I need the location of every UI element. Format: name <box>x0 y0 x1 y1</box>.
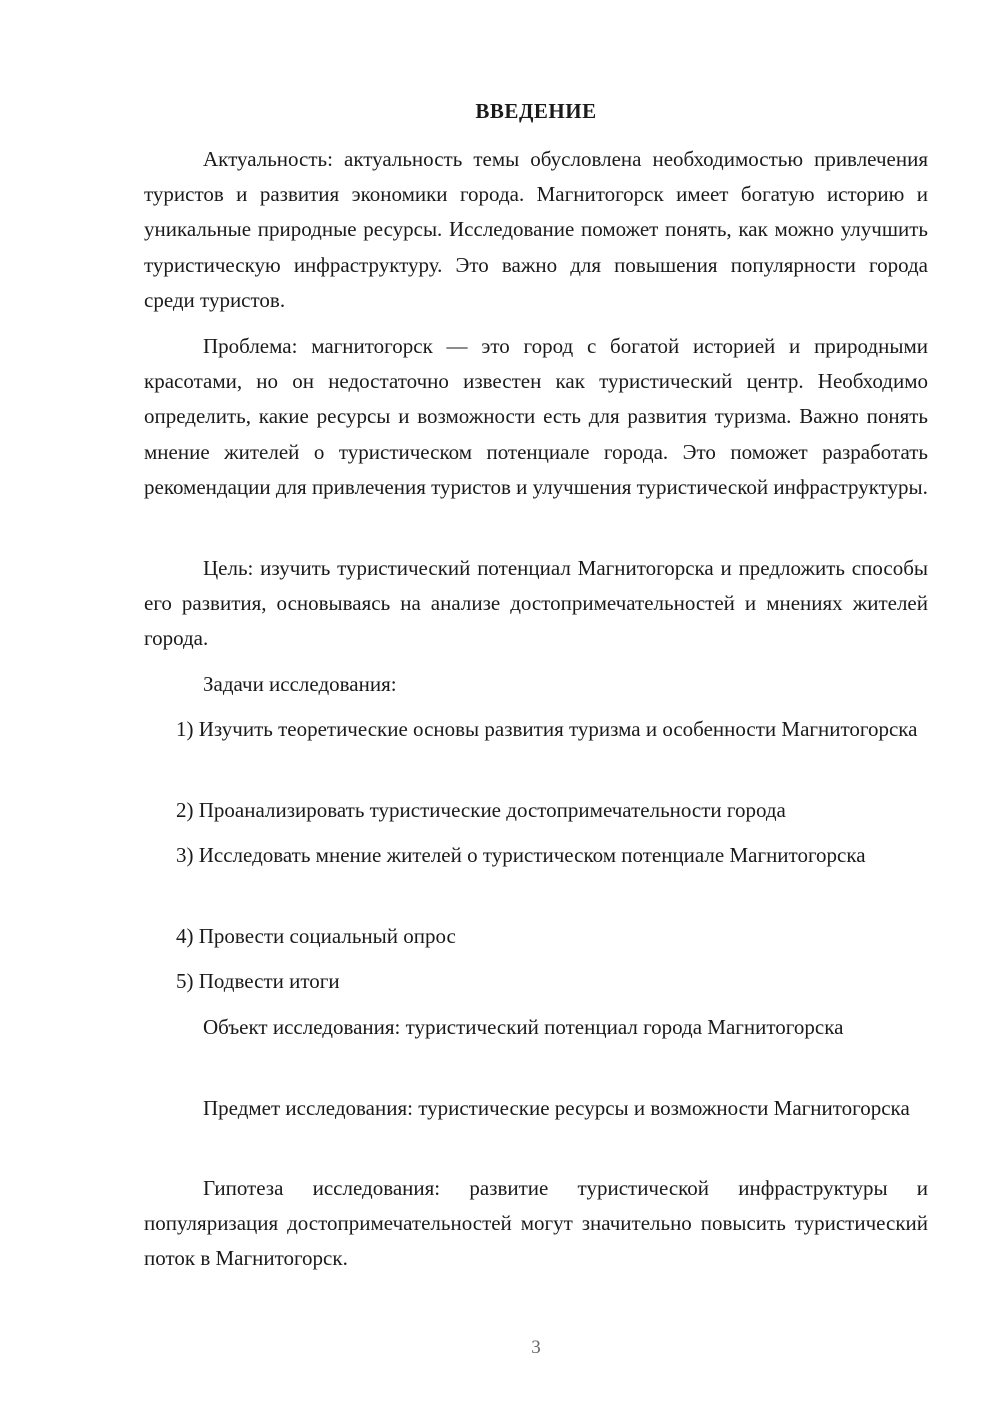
hypothesis-paragraph: Гипотеза исследования: развитие туристической инфраструктуры и популяризация достопримечательностей могут значительно повысить туристический поток в Магнитогорск. <box>144 1176 928 1271</box>
task-item-5: 5) Подвести итоги <box>176 969 340 993</box>
tasks-heading: Задачи исследования: <box>203 672 397 696</box>
task-item-3: 3) Исследовать мнение жителей о туристическом потенциале Магнитогорска <box>176 843 866 867</box>
subject-paragraph: Предмет исследования: туристические ресурсы и возможности Магнитогорска <box>203 1096 910 1120</box>
task-item-2: 2) Проанализировать туристические достопримечательности города <box>176 798 786 822</box>
object-paragraph: Объект исследования: туристический потенциал города Магнитогорска <box>203 1015 844 1039</box>
goal-paragraph: Цель: изучить туристический потенциал Магнитогорска и предложить способы его развития, основываясь на анализе достопримечательностей и мнениях жителей города. <box>144 556 928 651</box>
task-item-4: 4) Провести социальный опрос <box>176 924 456 948</box>
task-item-1: 1) Изучить теоретические основы развития туризма и особенности Магнитогорска <box>176 717 918 741</box>
section-title: ВВЕДЕНИЕ <box>475 99 597 123</box>
page-number: 3 <box>531 1337 541 1358</box>
problem-paragraph: Проблема: магнитогорск — это город с богатой историей и природными красотами, но он недостаточно известен как туристический центр. Необходимо определить, какие ресурсы и возможности есть для развития туризма. Важно понять мнение жителей о туристическом потенциале города. Это поможет разработать рекомендации для привлечения туристов и улучшения туристической инфраструктуры. <box>144 334 928 499</box>
relevance-paragraph: Актуальность: актуальность темы обусловлена необходимостью привлечения туристов и развития экономики города. Магнитогорск имеет богатую историю и уникальные природные ресурсы. Исследование поможет понять, как можно улучшить туристическую инфраструктуру. Это важно для повышения популярности города среди туристов. <box>144 147 928 312</box>
document-page <box>144 0 928 1414</box>
